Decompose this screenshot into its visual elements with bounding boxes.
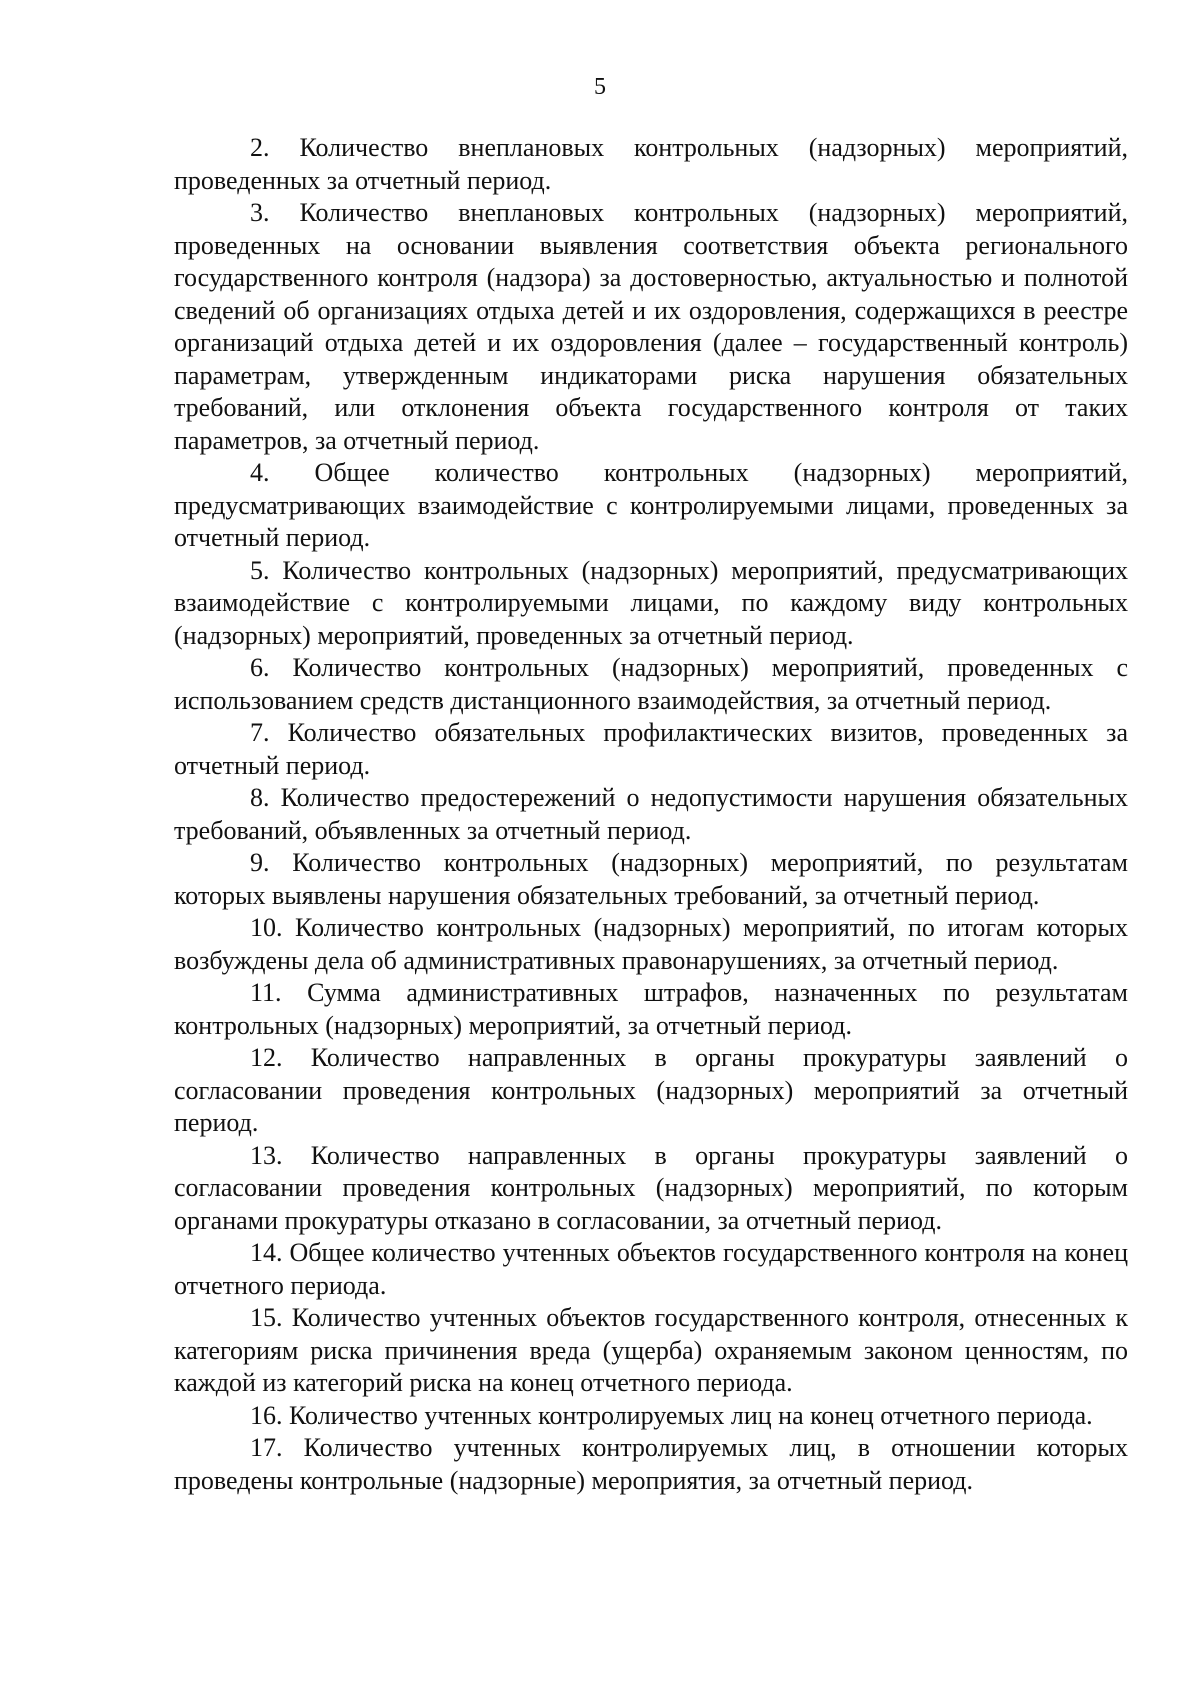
paragraph-item-2: 2. Количество внеплановых контрольных (надзорных) мероприятий, проведенных за отчетный период. bbox=[174, 133, 1128, 195]
paragraph-item-7: 7. Количество обязательных профилактических визитов, проведенных за отчетный период. bbox=[174, 718, 1128, 780]
paragraph-item-14: 14. Общее количество учтенных объектов государственного контроля на конец отчетного периода. bbox=[174, 1238, 1128, 1300]
paragraph-item-12: 12. Количество направленных в органы прокуратуры заявлений о согласовании проведения контрольных (надзорных) мероприятий за отчетный период. bbox=[174, 1043, 1128, 1137]
paragraph-item-17: 17. Количество учтенных контролируемых лиц, в отношении которых проведены контрольные (надзорные) мероприятия, за отчетный период. bbox=[174, 1433, 1128, 1495]
paragraph-item-9: 9. Количество контрольных (надзорных) мероприятий, по результатам которых выявлены нарушения обязательных требований, за отчетный период. bbox=[174, 848, 1128, 910]
page-number: 5 bbox=[594, 74, 606, 100]
paragraph-item-15: 15. Количество учтенных объектов государственного контроля, отнесенных к категориям риска причинения вреда (ущерба) охраняемым законом ценностям, по каждой из категорий риска на конец отчетного периода. bbox=[174, 1303, 1128, 1397]
paragraph-item-3: 3. Количество внеплановых контрольных (надзорных) мероприятий, проведенных на основании выявления соответствия объекта регионального государственного контроля (надзора) за достоверностью, актуальностью и полнотой сведений об организациях отдыха детей и их оздоровления, содержащихся в реестре организаций отдыха детей и их оздоровления (далее – государственный контроль) параметрам, утвержденным индикаторами риска нарушения обязательных требований, или отклонения объекта государственного контроля от таких параметров, за отчетный период. bbox=[174, 198, 1128, 455]
paragraph-item-11: 11. Сумма административных штрафов, назначенных по результатам контрольных (надзорных) мероприятий, за отчетный период. bbox=[174, 978, 1128, 1040]
paragraph-item-13: 13. Количество направленных в органы прокуратуры заявлений о согласовании проведения контрольных (надзорных) мероприятий, по которым органами прокуратуры отказано в согласовании, за отчетный период. bbox=[174, 1140, 1128, 1235]
paragraph-item-5: 5. Количество контрольных (надзорных) мероприятий, предусматривающих взаимодействие с контролируемыми лицами, по каждому виду контрольных (надзорных) мероприятий, проведенных за отчетный период. bbox=[174, 555, 1128, 650]
paragraph-item-6: 6. Количество контрольных (надзорных) мероприятий, проведенных с использованием средств дистанционного взаимодействия, за отчетный период. bbox=[174, 653, 1128, 715]
paragraph-item-10: 10. Количество контрольных (надзорных) мероприятий, по итогам которых возбуждены дела об административных правонарушениях, за отчетный период. bbox=[174, 913, 1128, 975]
paragraph-item-16: 16. Количество учтенных контролируемых лиц на конец отчетного периода. bbox=[250, 1400, 1093, 1430]
document-body bbox=[174, 132, 1128, 1497]
paragraph-item-8: 8. Количество предостережений о недопустимости нарушения обязательных требований, объявленных за отчетный период. bbox=[174, 783, 1128, 845]
paragraph-item-4: 4. Общее количество контрольных (надзорных) мероприятий, предусматривающих взаимодействие с контролируемыми лицами, проведенных за отчетный период. bbox=[174, 458, 1128, 552]
